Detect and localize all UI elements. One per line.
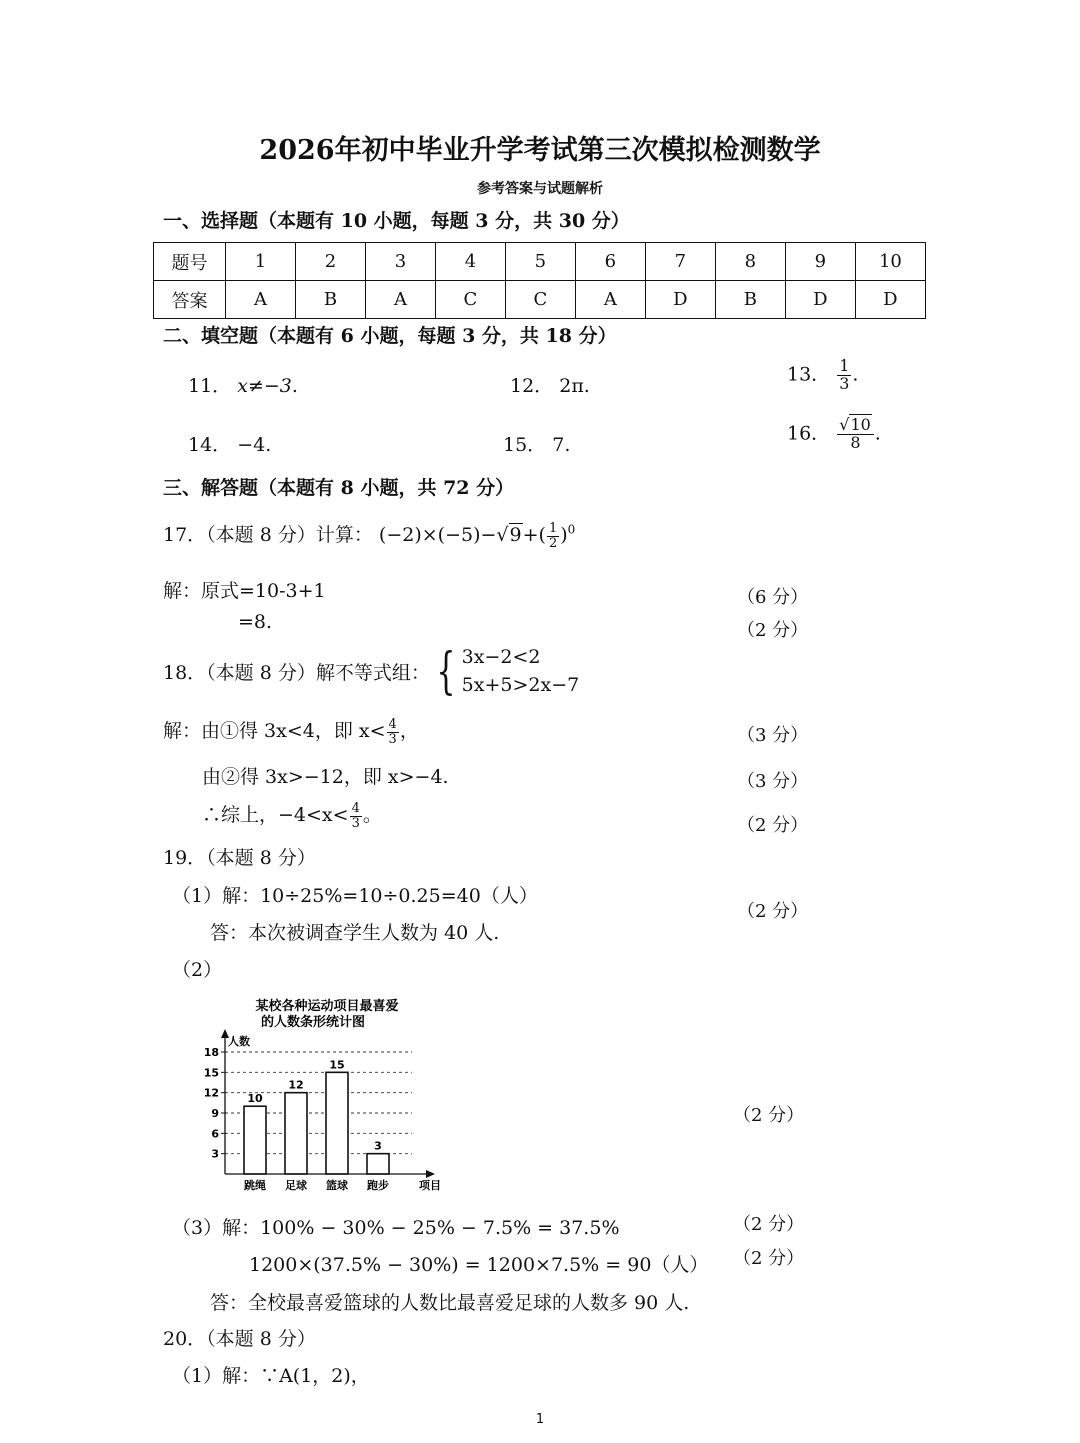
x-axis-arrow-icon — [426, 1170, 435, 1178]
table-cell: A — [575, 281, 645, 319]
table-cell: 9 — [785, 243, 855, 281]
score-label: （2 分） — [733, 1105, 805, 1126]
numerator: 4 — [388, 716, 397, 732]
solution-19-part3-line1: （3）解：100% − 30% − 25% − 7.5% = 37.5% — [172, 1217, 620, 1239]
table-cell: 5 — [505, 243, 575, 281]
score-label: （6 分） — [737, 587, 809, 608]
solution-text: 解：由①得 3x<4，即 x< — [163, 720, 386, 742]
expression: (−2)×(−5)− — [378, 524, 497, 546]
solution-19-answer3: 答：全校最喜爱篮球的人数比最喜爱足球的人数多 90 人. — [210, 1292, 690, 1314]
solution-19-answer1: 答：本次被调查学生人数为 40 人. — [210, 922, 500, 944]
fraction — [387, 718, 399, 746]
answer-text: x≠−3. — [237, 375, 298, 397]
inequality-system — [462, 643, 580, 699]
numerator: 4 — [351, 800, 360, 816]
score-label: （2 分） — [737, 815, 809, 836]
expression-part: +( — [522, 524, 546, 546]
solution-19-part2: （2） — [172, 959, 223, 981]
score-label: （2 分） — [733, 1214, 805, 1235]
solution-17-line2: =8. — [238, 611, 273, 633]
table-header-cell: 答案 — [154, 281, 226, 319]
answer-text: 7. — [552, 434, 571, 456]
bar — [367, 1154, 389, 1174]
exponent: 0 — [567, 522, 576, 537]
table-cell: 6 — [575, 243, 645, 281]
question-prefix: 18．（本题 8 分）解不等式组： — [163, 661, 430, 684]
score-label: （3 分） — [737, 771, 809, 792]
y-tick-label: 3 — [211, 1147, 219, 1161]
question-number: 11． — [188, 375, 232, 397]
bar-chart — [190, 992, 460, 1197]
chart-y-ticks — [204, 1046, 225, 1161]
table-cell: A — [226, 281, 296, 319]
table-header-cell: 题号 — [154, 243, 226, 281]
table-cell: 8 — [715, 243, 785, 281]
inequality-2: 5x+5>2x−7 — [461, 674, 580, 696]
denominator: 3 — [839, 373, 850, 393]
denominator: 3 — [388, 731, 397, 747]
answer-15 — [503, 430, 570, 457]
radicand: 10 — [850, 415, 871, 434]
section1-heading: 一、选择题（本题有 10 小题，每题 3 分，共 30 分） — [163, 210, 630, 232]
x-tick-label: 足球 — [285, 1179, 307, 1192]
brace-icon: { — [436, 642, 456, 700]
y-tick-label: 15 — [203, 1066, 219, 1080]
solution-19-part3-line2: 1200×(37.5% − 30%) = 1200×7.5% = 90（人） — [249, 1254, 709, 1276]
solution-18-line2: 由②得 3x>−12，即 x>−4. — [202, 766, 449, 788]
x-tick-label: 跳绳 — [244, 1179, 266, 1192]
bar — [244, 1106, 266, 1174]
y-tick-label: 6 — [211, 1127, 219, 1141]
table-cell: 4 — [435, 243, 505, 281]
numerator: 1 — [548, 520, 558, 536]
question-20-heading: 20．（本题 8 分） — [163, 1328, 316, 1350]
y-axis-label: 人数 — [228, 1035, 250, 1048]
table-cell: D — [645, 281, 715, 319]
answer-11 — [188, 371, 298, 398]
question-prefix: 17．（本题 8 分）计算： — [163, 524, 373, 546]
denominator: 8 — [850, 432, 861, 452]
bar-value-label: 10 — [247, 1092, 263, 1106]
table-cell: C — [435, 281, 505, 319]
table-cell: D — [785, 281, 855, 319]
answer-table — [153, 242, 926, 319]
question-18 — [163, 643, 579, 699]
expression-part: ) — [560, 524, 568, 546]
answer-table-row-answers — [154, 281, 926, 319]
answer-text: −4. — [237, 434, 272, 456]
answer-14 — [188, 430, 271, 457]
radicand: 9 — [509, 524, 522, 546]
bar — [285, 1093, 307, 1174]
solution-17-line1: 解：原式=10-3+1 — [163, 580, 326, 602]
table-cell: 1 — [226, 243, 296, 281]
answer-text: 2π. — [559, 375, 590, 397]
x-tick-label: 跑步 — [367, 1179, 389, 1192]
chart-bars — [244, 1058, 389, 1174]
y-tick-label: 18 — [203, 1046, 219, 1059]
score-label: （2 分） — [737, 620, 809, 641]
fraction — [837, 417, 874, 452]
question-number: 12． — [510, 375, 554, 397]
answer-table-row-numbers — [154, 243, 926, 281]
table-cell: B — [295, 281, 365, 319]
chart-title-line2: 的人数条形统计图 — [260, 1015, 366, 1030]
question-number: 15． — [503, 434, 547, 456]
question-19-heading: 19．（本题 8 分） — [163, 847, 316, 869]
inequality-1: 3x−2<2 — [461, 646, 541, 668]
bar-value-label: 15 — [329, 1058, 345, 1072]
solution-text: ， — [399, 720, 419, 742]
table-cell: 10 — [855, 243, 925, 281]
page-number: 1 — [535, 1412, 545, 1427]
chart-title-line1: 某校各种运动项目最喜爱 — [255, 999, 399, 1014]
section3-heading: 三、解答题（本题有 8 小题，共 72 分） — [163, 477, 515, 499]
fraction — [837, 358, 851, 393]
score-label: （2 分） — [737, 901, 809, 922]
y-tick-label: 12 — [203, 1086, 219, 1100]
fraction — [547, 522, 559, 550]
table-cell: C — [505, 281, 575, 319]
bar-value-label: 3 — [374, 1139, 382, 1153]
table-cell: 3 — [365, 243, 435, 281]
bar-value-label: 12 — [288, 1078, 304, 1092]
denominator: 2 — [548, 535, 558, 551]
solution-text: ∴综上，−4<x< — [202, 804, 349, 826]
score-label: （2 分） — [733, 1248, 805, 1269]
solution-text: 。 — [362, 804, 382, 826]
solution-20-part1: （1）解：∵A(1，2)， — [172, 1365, 370, 1387]
table-cell: 2 — [295, 243, 365, 281]
table-cell: B — [715, 281, 785, 319]
score-label: （3 分） — [737, 725, 809, 746]
fraction — [350, 802, 362, 830]
table-cell: 7 — [645, 243, 715, 281]
answer-16: 16． $\frac{√10}{8}$ . — [787, 415, 881, 452]
question-number: 16． — [787, 422, 831, 445]
solution-18-line3 — [202, 800, 382, 830]
denominator: 3 — [351, 815, 360, 831]
x-tick-label: 篮球 — [326, 1179, 348, 1192]
question-17: 17．（本题 8 分）计算： (−2)×(−5)−√9+( $\frac{1}{2}$ )$^0$ — [163, 520, 576, 551]
x-axis-label: 项目 — [419, 1179, 441, 1192]
solution-18-line1 — [163, 716, 419, 746]
bar — [326, 1072, 348, 1174]
table-cell: A — [365, 281, 435, 319]
numerator: √10 — [837, 417, 874, 435]
solution-19-part1: （1）解：10÷25%=10÷0.25=40（人） — [172, 885, 538, 907]
page-subtitle: 参考答案与试题解析 — [477, 181, 603, 197]
section2-heading: 二、填空题（本题有 6 小题，每题 3 分，共 18 分） — [163, 325, 617, 347]
question-number: 13． — [787, 363, 831, 386]
question-number: 14． — [188, 434, 232, 456]
page-title: 2026年初中毕业升学考试第三次模拟检测数学 — [259, 135, 821, 166]
answer-12 — [510, 371, 590, 398]
table-cell: D — [855, 281, 925, 319]
y-tick-label: 9 — [211, 1107, 219, 1120]
chart-x-ticks — [243, 1178, 389, 1192]
numerator: 1 — [839, 356, 850, 375]
answer-13: 13． $\frac{1}{3}$ . — [787, 356, 859, 393]
